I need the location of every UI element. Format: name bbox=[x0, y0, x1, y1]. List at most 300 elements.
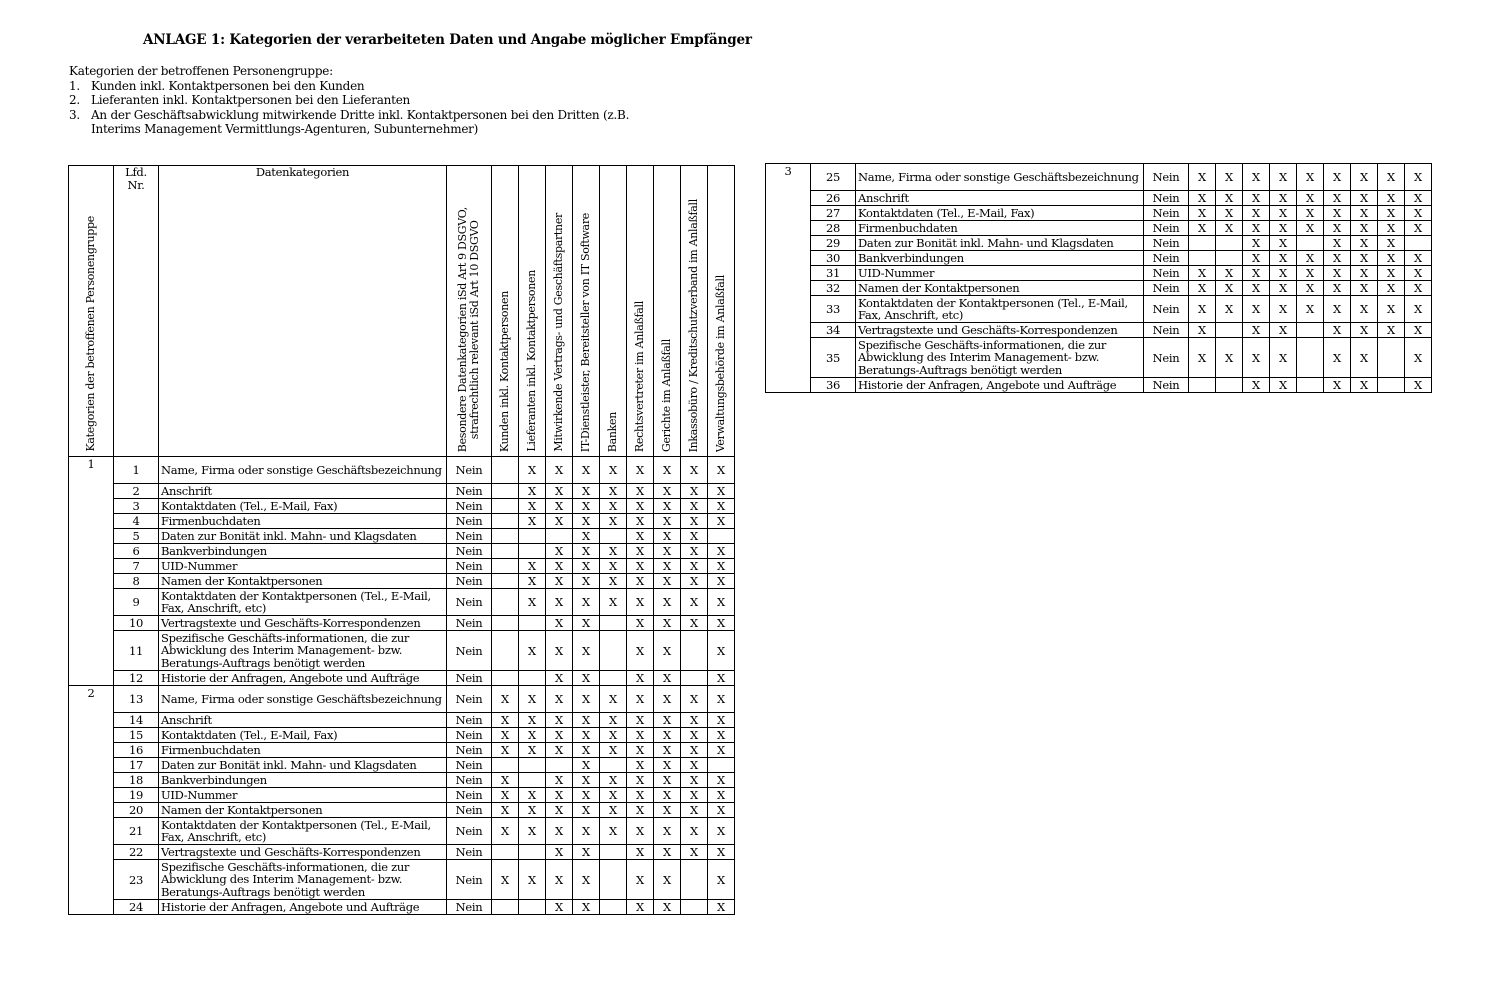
row-number: 17 bbox=[114, 758, 159, 773]
recipient-mark: X bbox=[1405, 378, 1432, 393]
recipient-mark: X bbox=[1324, 191, 1351, 206]
data-category-label: Namen der Kontaktpersonen bbox=[159, 574, 447, 589]
recipient-mark: X bbox=[1351, 221, 1378, 236]
recipient-mark: X bbox=[573, 484, 600, 499]
recipient-mark: X bbox=[546, 728, 573, 743]
recipient-mark bbox=[492, 484, 519, 499]
recipient-mark bbox=[546, 529, 573, 544]
row-number: 15 bbox=[114, 728, 159, 743]
recipient-mark: X bbox=[627, 529, 654, 544]
row-number: 20 bbox=[114, 803, 159, 818]
recipient-mark: X bbox=[654, 574, 681, 589]
recipient-mark: X bbox=[1378, 206, 1405, 221]
recipient-mark: X bbox=[573, 671, 600, 686]
recipient-mark: X bbox=[1189, 338, 1216, 378]
recipient-mark: X bbox=[1270, 206, 1297, 221]
data-category-label: Vertragstexte und Geschäfts-Korrespondenzen bbox=[856, 323, 1144, 338]
recipient-mark: X bbox=[573, 544, 600, 559]
special-category-value: Nein bbox=[447, 818, 492, 845]
row-number: 6 bbox=[114, 544, 159, 559]
recipient-mark: X bbox=[708, 589, 735, 616]
recipient-mark: X bbox=[627, 671, 654, 686]
recipient-mark: X bbox=[1351, 281, 1378, 296]
data-category-label: Historie der Anfragen, Angebote und Aufträge bbox=[159, 900, 447, 915]
intro-section bbox=[69, 64, 669, 137]
recipient-mark bbox=[492, 631, 519, 671]
recipient-mark: X bbox=[492, 818, 519, 845]
special-category-value: Nein bbox=[447, 574, 492, 589]
recipient-mark: X bbox=[708, 773, 735, 788]
recipient-mark: X bbox=[546, 671, 573, 686]
recipient-mark: X bbox=[600, 743, 627, 758]
recipient-mark: X bbox=[1216, 296, 1243, 323]
recipient-mark: X bbox=[1270, 266, 1297, 281]
recipient-mark: X bbox=[573, 514, 600, 529]
row-number: 31 bbox=[811, 266, 856, 281]
recipient-mark: X bbox=[600, 499, 627, 514]
recipient-mark: X bbox=[519, 559, 546, 574]
header-recipient bbox=[627, 166, 654, 457]
special-category-value: Nein bbox=[447, 514, 492, 529]
recipient-mark: X bbox=[492, 743, 519, 758]
row-number: 28 bbox=[811, 221, 856, 236]
recipient-mark: X bbox=[681, 589, 708, 616]
recipient-mark: X bbox=[708, 900, 735, 915]
recipient-mark bbox=[1216, 251, 1243, 266]
recipient-mark: X bbox=[708, 631, 735, 671]
recipient-mark: X bbox=[681, 713, 708, 728]
recipient-mark: X bbox=[492, 860, 519, 900]
recipient-mark: X bbox=[1351, 236, 1378, 251]
data-category-label: Spezifische Geschäfts-informationen, die zur Abwicklung des Interim Management- bzw. Beratungs-Auftrags benötigt werden bbox=[159, 860, 447, 900]
recipient-mark: X bbox=[681, 743, 708, 758]
intro-heading: Kategorien der betroffenen Personengruppe: bbox=[69, 64, 333, 78]
recipient-mark: X bbox=[1270, 191, 1297, 206]
recipient-mark: X bbox=[1378, 191, 1405, 206]
row-number: 10 bbox=[114, 616, 159, 631]
recipient-mark: X bbox=[708, 499, 735, 514]
recipient-mark: X bbox=[1216, 191, 1243, 206]
data-category-label: Name, Firma oder sonstige Geschäftsbezeichnung bbox=[159, 457, 447, 484]
data-category-label: Name, Firma oder sonstige Geschäftsbezeichnung bbox=[159, 686, 447, 713]
table-row bbox=[69, 758, 735, 773]
special-category-value: Nein bbox=[447, 631, 492, 671]
recipient-mark: X bbox=[573, 499, 600, 514]
recipient-mark: X bbox=[519, 574, 546, 589]
header-recipient-text: Lieferanten inkl. Kontaktpersonen bbox=[525, 270, 538, 452]
recipient-mark: X bbox=[519, 860, 546, 900]
special-category-value: Nein bbox=[447, 589, 492, 616]
row-number: 30 bbox=[811, 251, 856, 266]
recipient-mark bbox=[1216, 378, 1243, 393]
table-row bbox=[766, 338, 1432, 378]
table-row bbox=[69, 589, 735, 616]
recipient-mark: X bbox=[627, 860, 654, 900]
recipient-mark: X bbox=[1189, 191, 1216, 206]
recipient-mark: X bbox=[1297, 221, 1324, 236]
recipient-mark: X bbox=[681, 544, 708, 559]
table-row bbox=[766, 251, 1432, 266]
intro-item-number: 1. bbox=[69, 78, 80, 93]
special-category-value: Nein bbox=[1144, 206, 1189, 221]
data-category-label: UID-Nummer bbox=[159, 559, 447, 574]
recipient-mark bbox=[492, 845, 519, 860]
recipient-mark: X bbox=[654, 544, 681, 559]
recipient-mark bbox=[519, 758, 546, 773]
data-category-label: Anschrift bbox=[856, 191, 1144, 206]
recipient-mark bbox=[519, 671, 546, 686]
special-category-value: Nein bbox=[447, 544, 492, 559]
page-title: ANLAGE 1: Kategorien der verarbeiteten Daten und Angabe möglicher Empfänger bbox=[143, 32, 752, 48]
recipient-mark: X bbox=[1189, 296, 1216, 323]
recipient-mark: X bbox=[1243, 236, 1270, 251]
recipient-mark: X bbox=[600, 713, 627, 728]
recipient-mark bbox=[492, 457, 519, 484]
header-datenkategorien bbox=[159, 166, 447, 457]
recipient-mark bbox=[1189, 251, 1216, 266]
data-category-label: Kontaktdaten (Tel., E-Mail, Fax) bbox=[159, 728, 447, 743]
recipient-mark: X bbox=[654, 845, 681, 860]
recipient-mark: X bbox=[1216, 164, 1243, 191]
special-category-value: Nein bbox=[1144, 378, 1189, 393]
special-category-value: Nein bbox=[1144, 266, 1189, 281]
recipient-mark bbox=[1297, 236, 1324, 251]
header-category-text: Kategorien der betroffenen Personengruppe bbox=[84, 216, 97, 452]
header-lfd-nr-text: Lfd. Nr. bbox=[125, 165, 147, 192]
intro-list-item bbox=[69, 93, 669, 108]
recipient-mark: X bbox=[627, 743, 654, 758]
table-body bbox=[69, 457, 735, 915]
recipient-mark: X bbox=[654, 818, 681, 845]
recipient-mark bbox=[600, 671, 627, 686]
header-recipient-text: Rechtsvertreter im Anlaßfall bbox=[633, 300, 646, 452]
recipient-mark bbox=[681, 900, 708, 915]
recipient-mark: X bbox=[708, 544, 735, 559]
recipient-mark: X bbox=[1351, 266, 1378, 281]
recipient-mark: X bbox=[1378, 221, 1405, 236]
special-category-value: Nein bbox=[447, 728, 492, 743]
recipient-mark: X bbox=[1324, 206, 1351, 221]
row-number: 26 bbox=[811, 191, 856, 206]
recipient-mark: X bbox=[654, 713, 681, 728]
recipient-mark: X bbox=[519, 788, 546, 803]
recipient-mark: X bbox=[519, 803, 546, 818]
recipient-mark: X bbox=[519, 728, 546, 743]
recipient-mark: X bbox=[573, 631, 600, 671]
recipient-mark: X bbox=[1297, 266, 1324, 281]
recipient-mark: X bbox=[627, 900, 654, 915]
recipient-mark bbox=[600, 845, 627, 860]
recipient-mark: X bbox=[546, 574, 573, 589]
recipient-mark: X bbox=[1189, 266, 1216, 281]
recipient-mark: X bbox=[519, 686, 546, 713]
recipient-mark: X bbox=[1324, 338, 1351, 378]
table-row bbox=[69, 499, 735, 514]
recipient-mark: X bbox=[1324, 164, 1351, 191]
data-category-label: UID-Nummer bbox=[856, 266, 1144, 281]
recipient-mark: X bbox=[1189, 281, 1216, 296]
recipient-mark: X bbox=[600, 728, 627, 743]
recipient-mark: X bbox=[600, 686, 627, 713]
row-number: 18 bbox=[114, 773, 159, 788]
header-recipient bbox=[546, 166, 573, 457]
special-category-value: Nein bbox=[1144, 164, 1189, 191]
recipient-mark bbox=[492, 671, 519, 686]
recipient-mark: X bbox=[1270, 281, 1297, 296]
recipient-mark bbox=[1297, 378, 1324, 393]
recipient-mark: X bbox=[573, 758, 600, 773]
recipient-mark bbox=[1378, 378, 1405, 393]
recipient-mark: X bbox=[1351, 323, 1378, 338]
recipient-mark: X bbox=[708, 713, 735, 728]
recipient-mark: X bbox=[654, 559, 681, 574]
special-category-value: Nein bbox=[1144, 338, 1189, 378]
recipient-mark: X bbox=[519, 631, 546, 671]
header-recipient bbox=[681, 166, 708, 457]
recipient-mark: X bbox=[1351, 164, 1378, 191]
data-category-label: Kontaktdaten der Kontaktpersonen (Tel., E-Mail, Fax, Anschrift, etc) bbox=[856, 296, 1144, 323]
recipient-mark: X bbox=[492, 728, 519, 743]
recipient-mark: X bbox=[1405, 221, 1432, 236]
header-datenkategorien-text: Datenkategorien bbox=[255, 165, 350, 179]
table-row bbox=[69, 559, 735, 574]
table-row bbox=[766, 206, 1432, 221]
recipient-mark: X bbox=[1297, 191, 1324, 206]
recipient-mark: X bbox=[1297, 281, 1324, 296]
special-category-value: Nein bbox=[447, 499, 492, 514]
recipient-mark bbox=[492, 499, 519, 514]
recipient-mark: X bbox=[573, 743, 600, 758]
recipient-mark: X bbox=[519, 457, 546, 484]
recipient-mark: X bbox=[1270, 251, 1297, 266]
row-number: 35 bbox=[811, 338, 856, 378]
recipient-mark bbox=[492, 574, 519, 589]
recipient-mark: X bbox=[492, 803, 519, 818]
recipient-mark: X bbox=[654, 773, 681, 788]
recipient-mark: X bbox=[1405, 296, 1432, 323]
recipient-mark bbox=[492, 616, 519, 631]
recipient-mark: X bbox=[1297, 164, 1324, 191]
table-row bbox=[69, 743, 735, 758]
recipient-mark: X bbox=[573, 803, 600, 818]
row-number: 2 bbox=[114, 484, 159, 499]
recipient-mark: X bbox=[546, 900, 573, 915]
recipient-mark bbox=[1297, 338, 1324, 378]
table-row bbox=[766, 296, 1432, 323]
recipient-mark: X bbox=[546, 845, 573, 860]
intro-item-text: An der Geschäftsabwicklung mitwirkende Dritte inkl. Kontaktpersonen bei den Dritten (z.B. Interims Management Vermittlungs-Agenturen, Subunternehmer) bbox=[91, 107, 630, 136]
table-row bbox=[69, 818, 735, 845]
recipient-mark: X bbox=[1351, 251, 1378, 266]
row-number: 21 bbox=[114, 818, 159, 845]
recipient-mark: X bbox=[1189, 164, 1216, 191]
recipient-mark: X bbox=[1243, 296, 1270, 323]
recipient-mark: X bbox=[627, 514, 654, 529]
recipient-mark: X bbox=[1324, 323, 1351, 338]
recipient-mark: X bbox=[546, 499, 573, 514]
recipient-mark bbox=[681, 671, 708, 686]
recipient-mark: X bbox=[546, 514, 573, 529]
recipient-mark: X bbox=[1270, 378, 1297, 393]
data-category-label: Daten zur Bonität inkl. Mahn- und Klagsdaten bbox=[159, 758, 447, 773]
recipient-mark: X bbox=[492, 686, 519, 713]
recipient-mark: X bbox=[681, 803, 708, 818]
recipient-mark: X bbox=[1216, 338, 1243, 378]
row-number: 27 bbox=[811, 206, 856, 221]
recipient-mark: X bbox=[654, 728, 681, 743]
special-category-value: Nein bbox=[1144, 251, 1189, 266]
category-cell: 2 bbox=[69, 686, 114, 915]
recipient-mark bbox=[1189, 378, 1216, 393]
recipient-mark: X bbox=[1324, 281, 1351, 296]
table-row bbox=[69, 484, 735, 499]
recipient-mark: X bbox=[627, 574, 654, 589]
table-row bbox=[69, 574, 735, 589]
recipient-mark bbox=[1297, 323, 1324, 338]
special-category-value: Nein bbox=[1144, 296, 1189, 323]
data-category-label: Namen der Kontaktpersonen bbox=[159, 803, 447, 818]
data-category-label: Firmenbuchdaten bbox=[856, 221, 1144, 236]
recipient-mark: X bbox=[654, 457, 681, 484]
special-category-value: Nein bbox=[447, 845, 492, 860]
recipient-mark bbox=[492, 589, 519, 616]
recipient-mark: X bbox=[1216, 206, 1243, 221]
header-recipient bbox=[654, 166, 681, 457]
recipient-mark bbox=[1216, 323, 1243, 338]
recipient-mark: X bbox=[1243, 206, 1270, 221]
recipient-mark: X bbox=[627, 589, 654, 616]
recipient-mark: X bbox=[1270, 164, 1297, 191]
recipient-mark: X bbox=[519, 514, 546, 529]
recipient-mark: X bbox=[681, 845, 708, 860]
header-lfd-nr bbox=[114, 166, 159, 457]
recipient-mark bbox=[600, 616, 627, 631]
row-number: 12 bbox=[114, 671, 159, 686]
recipient-mark: X bbox=[708, 818, 735, 845]
recipient-mark: X bbox=[681, 758, 708, 773]
row-number: 29 bbox=[811, 236, 856, 251]
data-categories-table bbox=[68, 165, 735, 915]
recipient-mark: X bbox=[573, 860, 600, 900]
header-recipient-text: Kunden inkl. Kontaktpersonen bbox=[498, 290, 511, 452]
table-row bbox=[69, 845, 735, 860]
recipient-mark: X bbox=[1324, 378, 1351, 393]
special-category-value: Nein bbox=[447, 900, 492, 915]
recipient-mark: X bbox=[600, 788, 627, 803]
recipient-mark: X bbox=[654, 616, 681, 631]
recipient-mark: X bbox=[546, 686, 573, 713]
recipient-mark: X bbox=[681, 728, 708, 743]
recipient-mark: X bbox=[573, 686, 600, 713]
recipient-mark: X bbox=[1405, 164, 1432, 191]
recipient-mark: X bbox=[573, 788, 600, 803]
recipient-mark bbox=[519, 900, 546, 915]
recipient-mark: X bbox=[546, 773, 573, 788]
recipient-mark: X bbox=[681, 616, 708, 631]
recipient-mark: X bbox=[1189, 323, 1216, 338]
recipient-mark: X bbox=[1378, 323, 1405, 338]
recipient-mark: X bbox=[654, 900, 681, 915]
recipient-mark: X bbox=[708, 860, 735, 900]
recipient-mark: X bbox=[600, 574, 627, 589]
recipient-mark: X bbox=[654, 671, 681, 686]
recipient-mark: X bbox=[627, 818, 654, 845]
special-category-value: Nein bbox=[447, 616, 492, 631]
recipient-mark: X bbox=[654, 758, 681, 773]
recipient-mark: X bbox=[1378, 281, 1405, 296]
recipient-mark: X bbox=[573, 713, 600, 728]
category-cell: 1 bbox=[69, 457, 114, 686]
recipient-mark bbox=[708, 758, 735, 773]
recipient-mark bbox=[492, 544, 519, 559]
recipient-mark: X bbox=[654, 788, 681, 803]
data-category-label: Spezifische Geschäfts-informationen, die zur Abwicklung des Interim Management- bzw. Beratungs-Auftrags benötigt werden bbox=[159, 631, 447, 671]
recipient-mark: X bbox=[1405, 191, 1432, 206]
special-category-value: Nein bbox=[447, 559, 492, 574]
table-row bbox=[69, 713, 735, 728]
intro-item-number: 2. bbox=[69, 93, 80, 107]
recipient-mark: X bbox=[546, 803, 573, 818]
recipient-mark: X bbox=[519, 484, 546, 499]
special-category-value: Nein bbox=[447, 457, 492, 484]
recipient-mark: X bbox=[573, 900, 600, 915]
special-category-value: Nein bbox=[447, 773, 492, 788]
recipient-mark: X bbox=[573, 845, 600, 860]
recipient-mark: X bbox=[1351, 378, 1378, 393]
recipient-mark: X bbox=[573, 818, 600, 845]
recipient-mark bbox=[492, 559, 519, 574]
row-number: 25 bbox=[811, 164, 856, 191]
recipient-mark: X bbox=[654, 484, 681, 499]
recipient-mark: X bbox=[654, 686, 681, 713]
row-number: 9 bbox=[114, 589, 159, 616]
recipient-mark: X bbox=[708, 514, 735, 529]
recipient-mark: X bbox=[654, 529, 681, 544]
table-row bbox=[766, 164, 1432, 191]
recipient-mark bbox=[519, 845, 546, 860]
recipient-mark: X bbox=[627, 686, 654, 713]
recipient-mark: X bbox=[1324, 296, 1351, 323]
recipient-mark: X bbox=[1324, 251, 1351, 266]
recipient-mark: X bbox=[681, 499, 708, 514]
header-recipient bbox=[492, 166, 519, 457]
table-row bbox=[69, 900, 735, 915]
data-category-label: Kontaktdaten der Kontaktpersonen (Tel., E-Mail, Fax, Anschrift, etc) bbox=[159, 589, 447, 616]
recipient-mark: X bbox=[1216, 281, 1243, 296]
recipient-mark: X bbox=[492, 773, 519, 788]
row-number: 7 bbox=[114, 559, 159, 574]
recipient-mark: X bbox=[600, 773, 627, 788]
table-row bbox=[69, 773, 735, 788]
recipient-mark: X bbox=[1270, 236, 1297, 251]
data-category-label: Name, Firma oder sonstige Geschäftsbezeichnung bbox=[856, 164, 1144, 191]
recipient-mark: X bbox=[546, 713, 573, 728]
recipient-mark: X bbox=[1351, 191, 1378, 206]
intro-list-item bbox=[69, 79, 669, 94]
row-number: 22 bbox=[114, 845, 159, 860]
recipient-mark bbox=[519, 773, 546, 788]
recipient-mark bbox=[1189, 236, 1216, 251]
special-category-value: Nein bbox=[1144, 323, 1189, 338]
header-recipient-text: IT-Dienstleister, Bereitsteller von IT Software bbox=[579, 212, 592, 452]
header-recipient-text: Mitwirkende Vertrags- und Geschäftspartner bbox=[552, 213, 565, 452]
recipient-mark: X bbox=[708, 788, 735, 803]
data-category-label: UID-Nummer bbox=[159, 788, 447, 803]
recipient-mark: X bbox=[708, 457, 735, 484]
recipient-mark: X bbox=[1297, 251, 1324, 266]
data-category-label: Anschrift bbox=[159, 484, 447, 499]
row-number: 16 bbox=[114, 743, 159, 758]
